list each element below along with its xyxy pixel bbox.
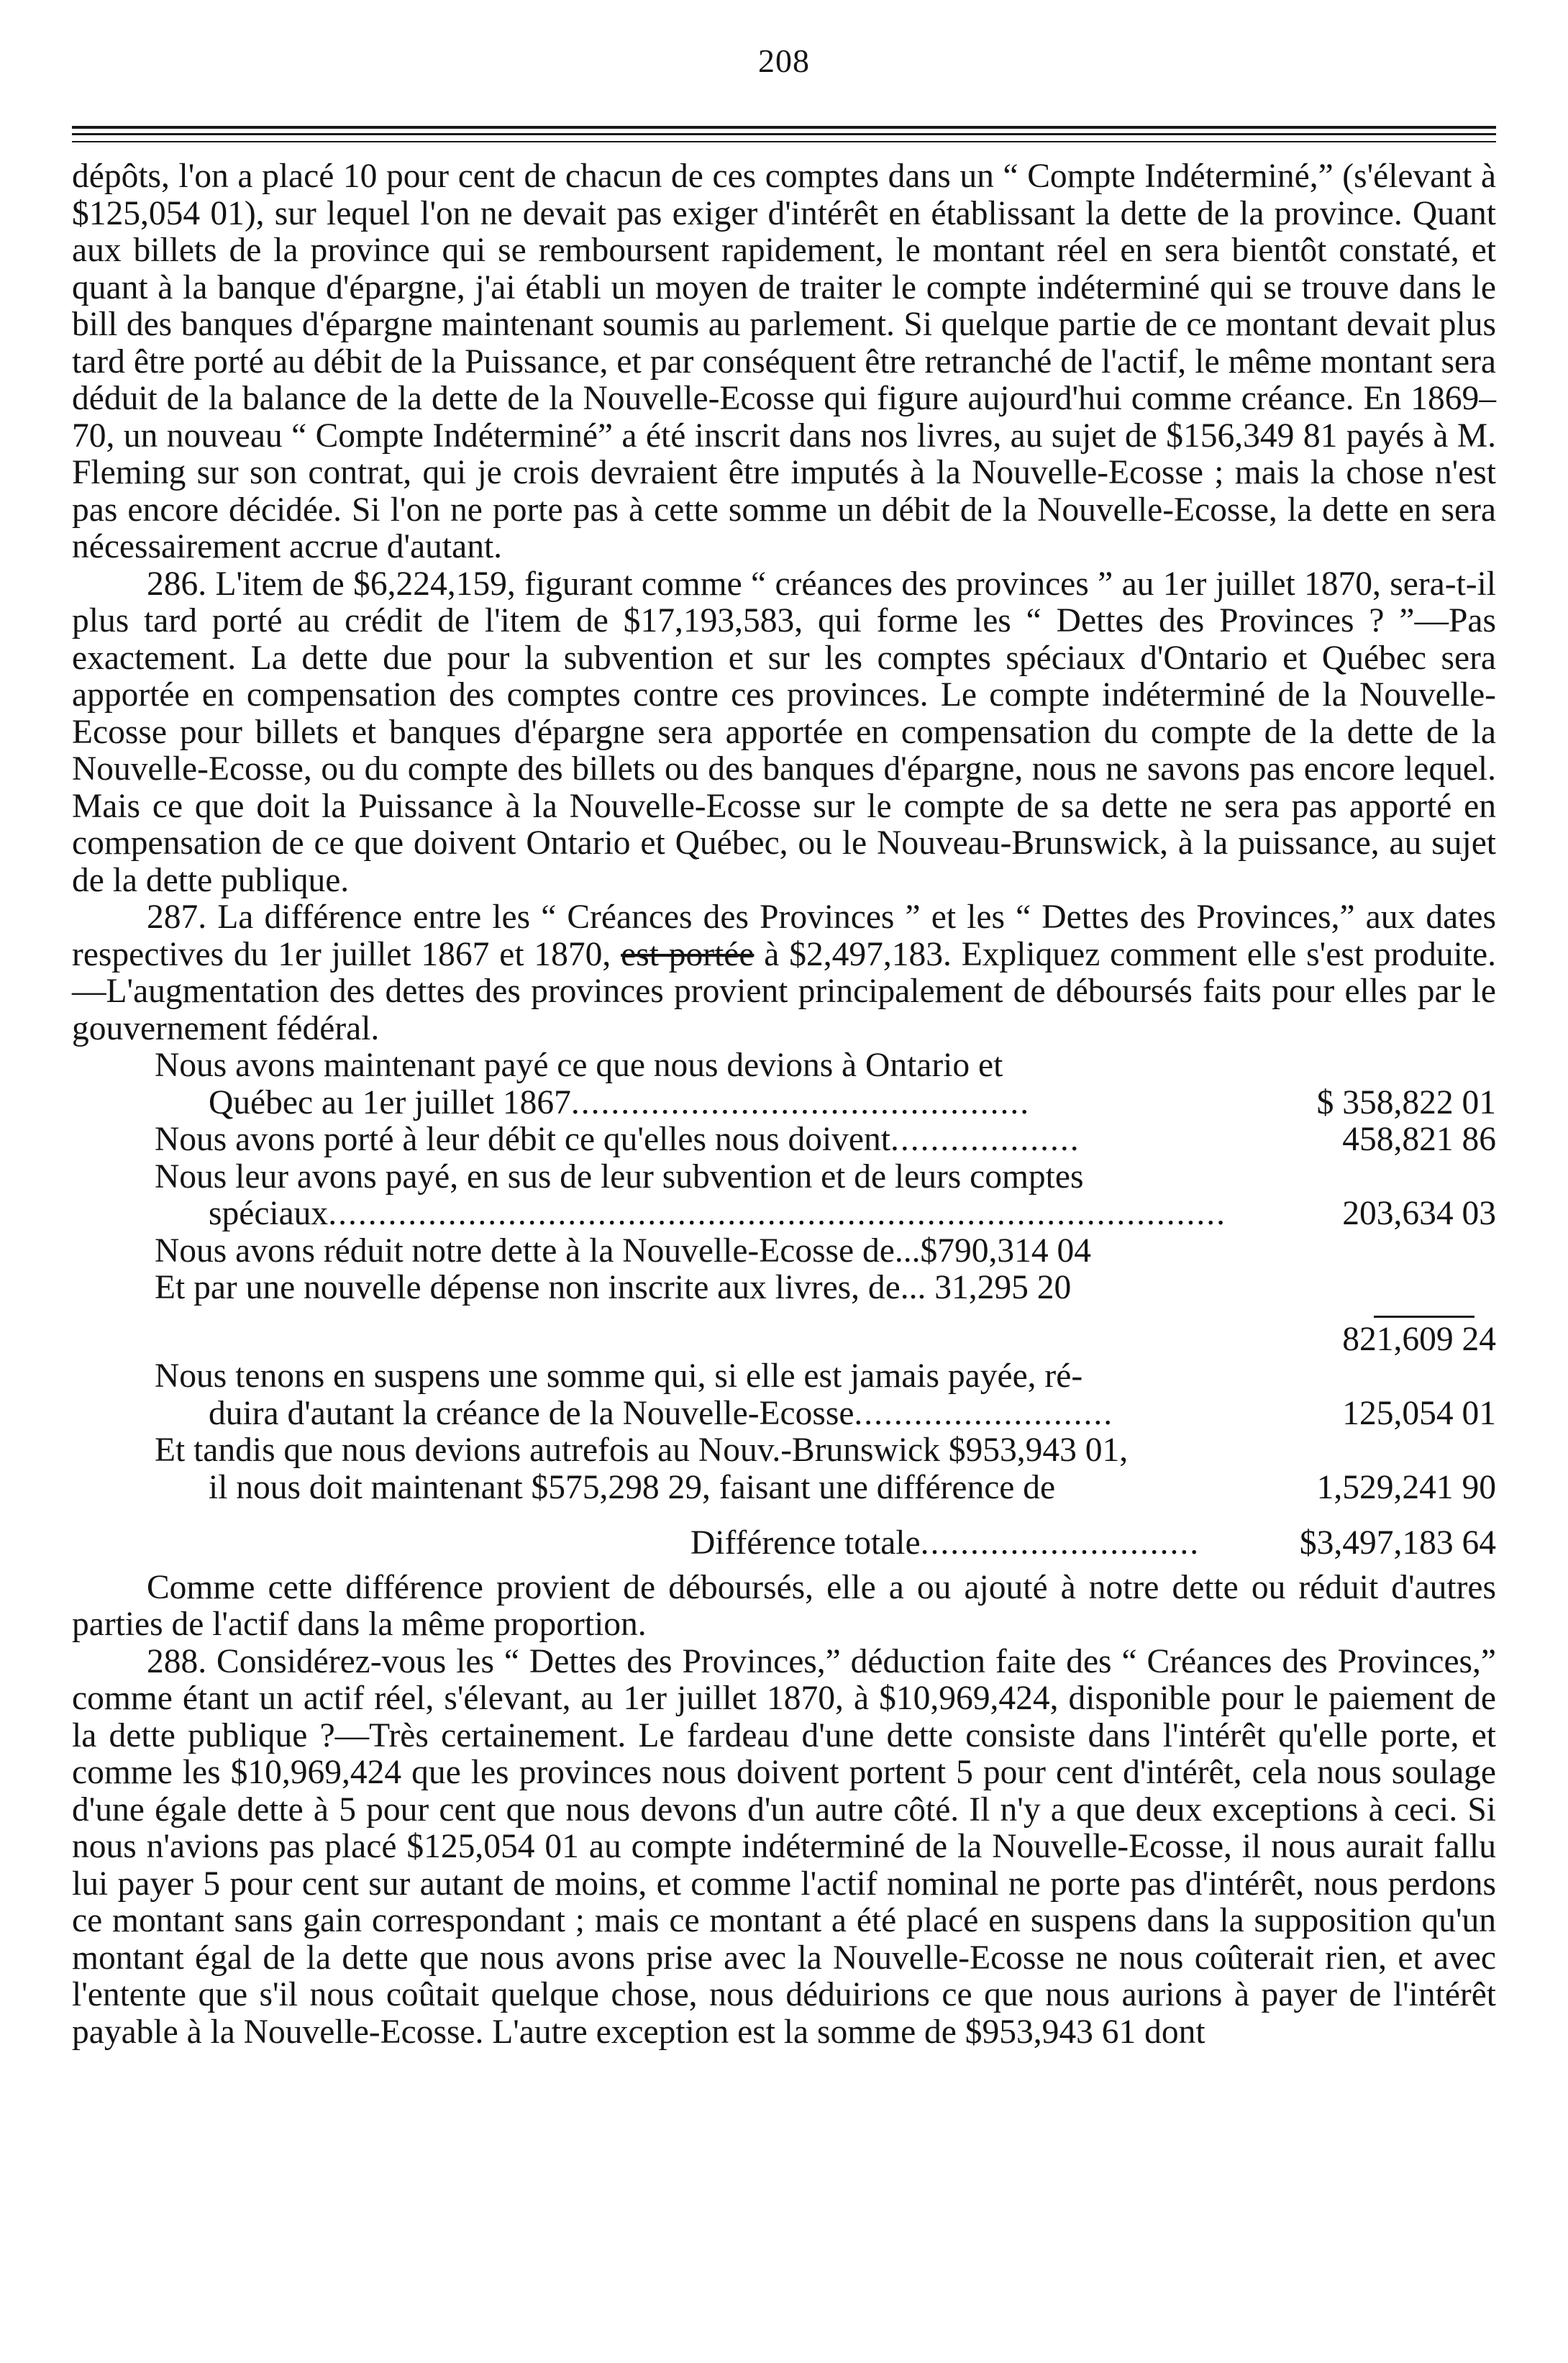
header-rule bbox=[72, 141, 1496, 142]
ledger-label-text: Québec au 1er juillet 1867 bbox=[209, 1084, 571, 1121]
leader-dots: .......................... bbox=[854, 1395, 1114, 1432]
ledger-label: Nous tenons en suspens une somme qui, si elle est jamais payée, ré- bbox=[155, 1358, 1083, 1395]
paragraph-continuation: dépôts, l'on a placé 10 pour cent de chacun de ces comptes dans un “ Compte Indéterminé,” (s'élevant à $125,054 01), sur lequel l'on ne devait pas exiger d'intérêt en établissant la dette de la province. Quant aux billets de la province qui se remboursent rapidement, le montant réel en sera bientôt constaté, et quant à la banque d'épargne, j'ai établi un moyen de traiter le compte indéterminé qui se trouve dans le bill des banques d'épargne maintenant soumis au parlement. Si quelque partie de ce montant devait plus tard être porté au débit de la Puissance, et par conséquent être retranché de l'actif, le même montant sera déduit de la balance de la dette de la Nouvelle-Ecosse qui figure aujourd'hui comme créance. En 1869–70, un nouveau “ Compte Indéterminé” a été inscrit dans nos livres, au sujet de $156,349 81 payés à M. Fleming sur son contrat, qui je crois devraient être imputés à la Nouvelle-Ecosse ; mais la chose n'est pas encore décidée. Si l'on ne porte pas à cette somme un débit de la Nouvelle-Ecosse, la dette en sera nécessairement accrue d'autant. bbox=[72, 158, 1496, 565]
ledger-amount: 203,634 03 bbox=[1342, 1195, 1496, 1232]
header-rule bbox=[72, 133, 1496, 135]
ledger-label: Nous avons réduit notre dette à la Nouvelle-Ecosse de...$790,314 04 bbox=[155, 1232, 1091, 1270]
ledger-label bbox=[72, 1396, 1259, 1433]
ledger-table bbox=[72, 1047, 1496, 1562]
document-body bbox=[72, 158, 1496, 2051]
ledger-amount: 125,054 01 bbox=[1342, 1394, 1496, 1432]
ledger-row bbox=[72, 1047, 1496, 1085]
ledger-label bbox=[72, 1085, 1259, 1122]
ledger-amount: $ 358,822 01 bbox=[1316, 1083, 1496, 1121]
ledger-row bbox=[72, 1432, 1496, 1470]
paragraph-287-part-b: à $2,497,183. Expliquez comment elle s'est produite.—L'augmentation des dettes des provinces provient principalement de déboursés faits pour elles par le gouvernement fédéral. bbox=[72, 935, 1497, 1047]
ledger-label bbox=[72, 1196, 1259, 1233]
ledger-row bbox=[72, 1159, 1496, 1196]
paragraph-287 bbox=[72, 899, 1496, 1047]
ledger-total-row bbox=[72, 1525, 1496, 1562]
ledger-total-label bbox=[72, 1525, 1259, 1562]
ledger-label-text: Nous avons porté à leur débit ce qu'elles nous doivent bbox=[155, 1121, 890, 1158]
ledger-row bbox=[72, 1121, 1496, 1159]
ledger-row bbox=[72, 1233, 1496, 1270]
leader-dots: .......................................................................................... bbox=[328, 1196, 1226, 1232]
ledger-label: Et par une nouvelle dépense non inscrite aux livres, de... 31,295 20 bbox=[155, 1270, 1072, 1306]
ledger-rule-row bbox=[72, 1307, 1496, 1321]
ledger-label: il nous doit maintenant $575,298 29, faisant une différence de bbox=[209, 1469, 1056, 1506]
ledger-label-text: duira d'autant la créance de la Nouvelle-Ecosse bbox=[209, 1395, 854, 1432]
leader-dots: ............................ bbox=[920, 1525, 1200, 1562]
ledger-subtotal: 821,609 24 bbox=[1342, 1320, 1496, 1358]
ledger-label-text: Différence totale bbox=[690, 1525, 921, 1562]
ledger-amount: 1,529,241 90 bbox=[1316, 1468, 1496, 1506]
header-rule bbox=[72, 126, 1496, 129]
ledger-row bbox=[72, 1396, 1496, 1433]
ledger-row bbox=[72, 1085, 1496, 1122]
leader-dots: .............................................. bbox=[570, 1084, 1031, 1121]
ledger-label: Nous leur avons payé, en sus de leur subvention et de leurs comptes bbox=[155, 1158, 1084, 1196]
ledger-row bbox=[72, 1470, 1496, 1507]
struck-text: est portée bbox=[621, 935, 755, 973]
sum-rule bbox=[1259, 1307, 1496, 1321]
paragraph-287-part-a: 287. La différence entre les “ Créances des Provinces ” et les “ Dettes des Provinces,” aux dates respectives du 1er juillet 1867 et 1870, bbox=[72, 898, 1496, 973]
ledger-label-text: spéciaux bbox=[209, 1196, 329, 1232]
ledger-row bbox=[72, 1270, 1496, 1307]
ledger-label bbox=[72, 1121, 1259, 1159]
page-number: 208 bbox=[758, 42, 810, 79]
ledger-row bbox=[72, 1196, 1496, 1233]
ledger-total: $3,497,183 64 bbox=[1299, 1524, 1496, 1562]
ledger-label: Et tandis que nous devions autrefois au Nouv.-Brunswick $953,943 01, bbox=[155, 1432, 1129, 1469]
ledger-row bbox=[72, 1321, 1496, 1359]
ledger-row bbox=[72, 1358, 1496, 1396]
leader-dots: ................... bbox=[890, 1121, 1080, 1158]
paragraph-288: 288. Considérez-vous les “ Dettes des Provinces,” déduction faite des “ Créances des Provinces,” comme étant un actif réel, s'élevant, au 1er juillet 1870, à $10,969,424, disponible pour le paiement de la dette publique ?—Très certainement. Le fardeau d'une dette consiste dans l'intérêt qu'elle porte, et comme les $10,969,424 que les provinces nous doivent portent 5 pour cent d'intérêt, cela nous soulage d'une égale dette à 5 pour cent que nous devons d'un autre côté. Il n'y a que deux exceptions à ceci. Si nous n'avions pas placé $125,054 01 au compte indéterminé de la Nouvelle-Ecosse, il nous aurait fallu lui payer 5 pour cent sur autant de moins, et comme l'actif nominal ne porte pas d'intérêt, nous perdons ce montant sans gain correspondant ; mais ce montant a été placé en suspens dans la supposition qu'un montant égal de la dette que nous avons prise avec la Nouvelle-Ecosse ne nous coûterait rien, et avec l'entente que s'il nous coûtait quelque chose, nous déduirions ce que nous aurions à payer de l'intérêt payable à la Nouvelle-Ecosse. L'autre exception est la somme de $953,943 61 dont bbox=[72, 1642, 1496, 2051]
ledger-label: Nous avons maintenant payé ce que nous devions à Ontario et bbox=[155, 1047, 1003, 1084]
paragraph-conclusion: Comme cette différence provient de déboursés, elle a ou ajouté à notre dette ou réduit d'autres parties de l'actif dans la même proportion. bbox=[72, 1568, 1496, 1643]
ledger-amount: 458,821 86 bbox=[1342, 1121, 1496, 1158]
paragraph-286: 286. L'item de $6,224,159, figurant comme “ créances des provinces ” au 1er juillet 1870, sera-t-il plus tard porté au crédit de l'item de $17,193,583, qui forme les “ Dettes des Provinces ? ”—Pas exactement. La dette due pour la subvention et sur les comptes spéciaux d'Ontario et Québec sera apportée en compensation des comptes contre ces provinces. Le compte indéterminé de la Nouvelle-Ecosse pour billets et banques d'épargne sera apportée en compensation du compte de la dette de la Nouvelle-Ecosse, ou du compte des billets ou des banques d'épargne, nous ne savons pas encore lequel. Mais ce que doit la Puissance à la Nouvelle-Ecosse sur le compte de sa dette ne sera pas apporté en compensation de ce que doivent Ontario et Québec, ou le Nouveau-Brunswick, à la puissance, au sujet de la dette publique. bbox=[72, 565, 1496, 899]
